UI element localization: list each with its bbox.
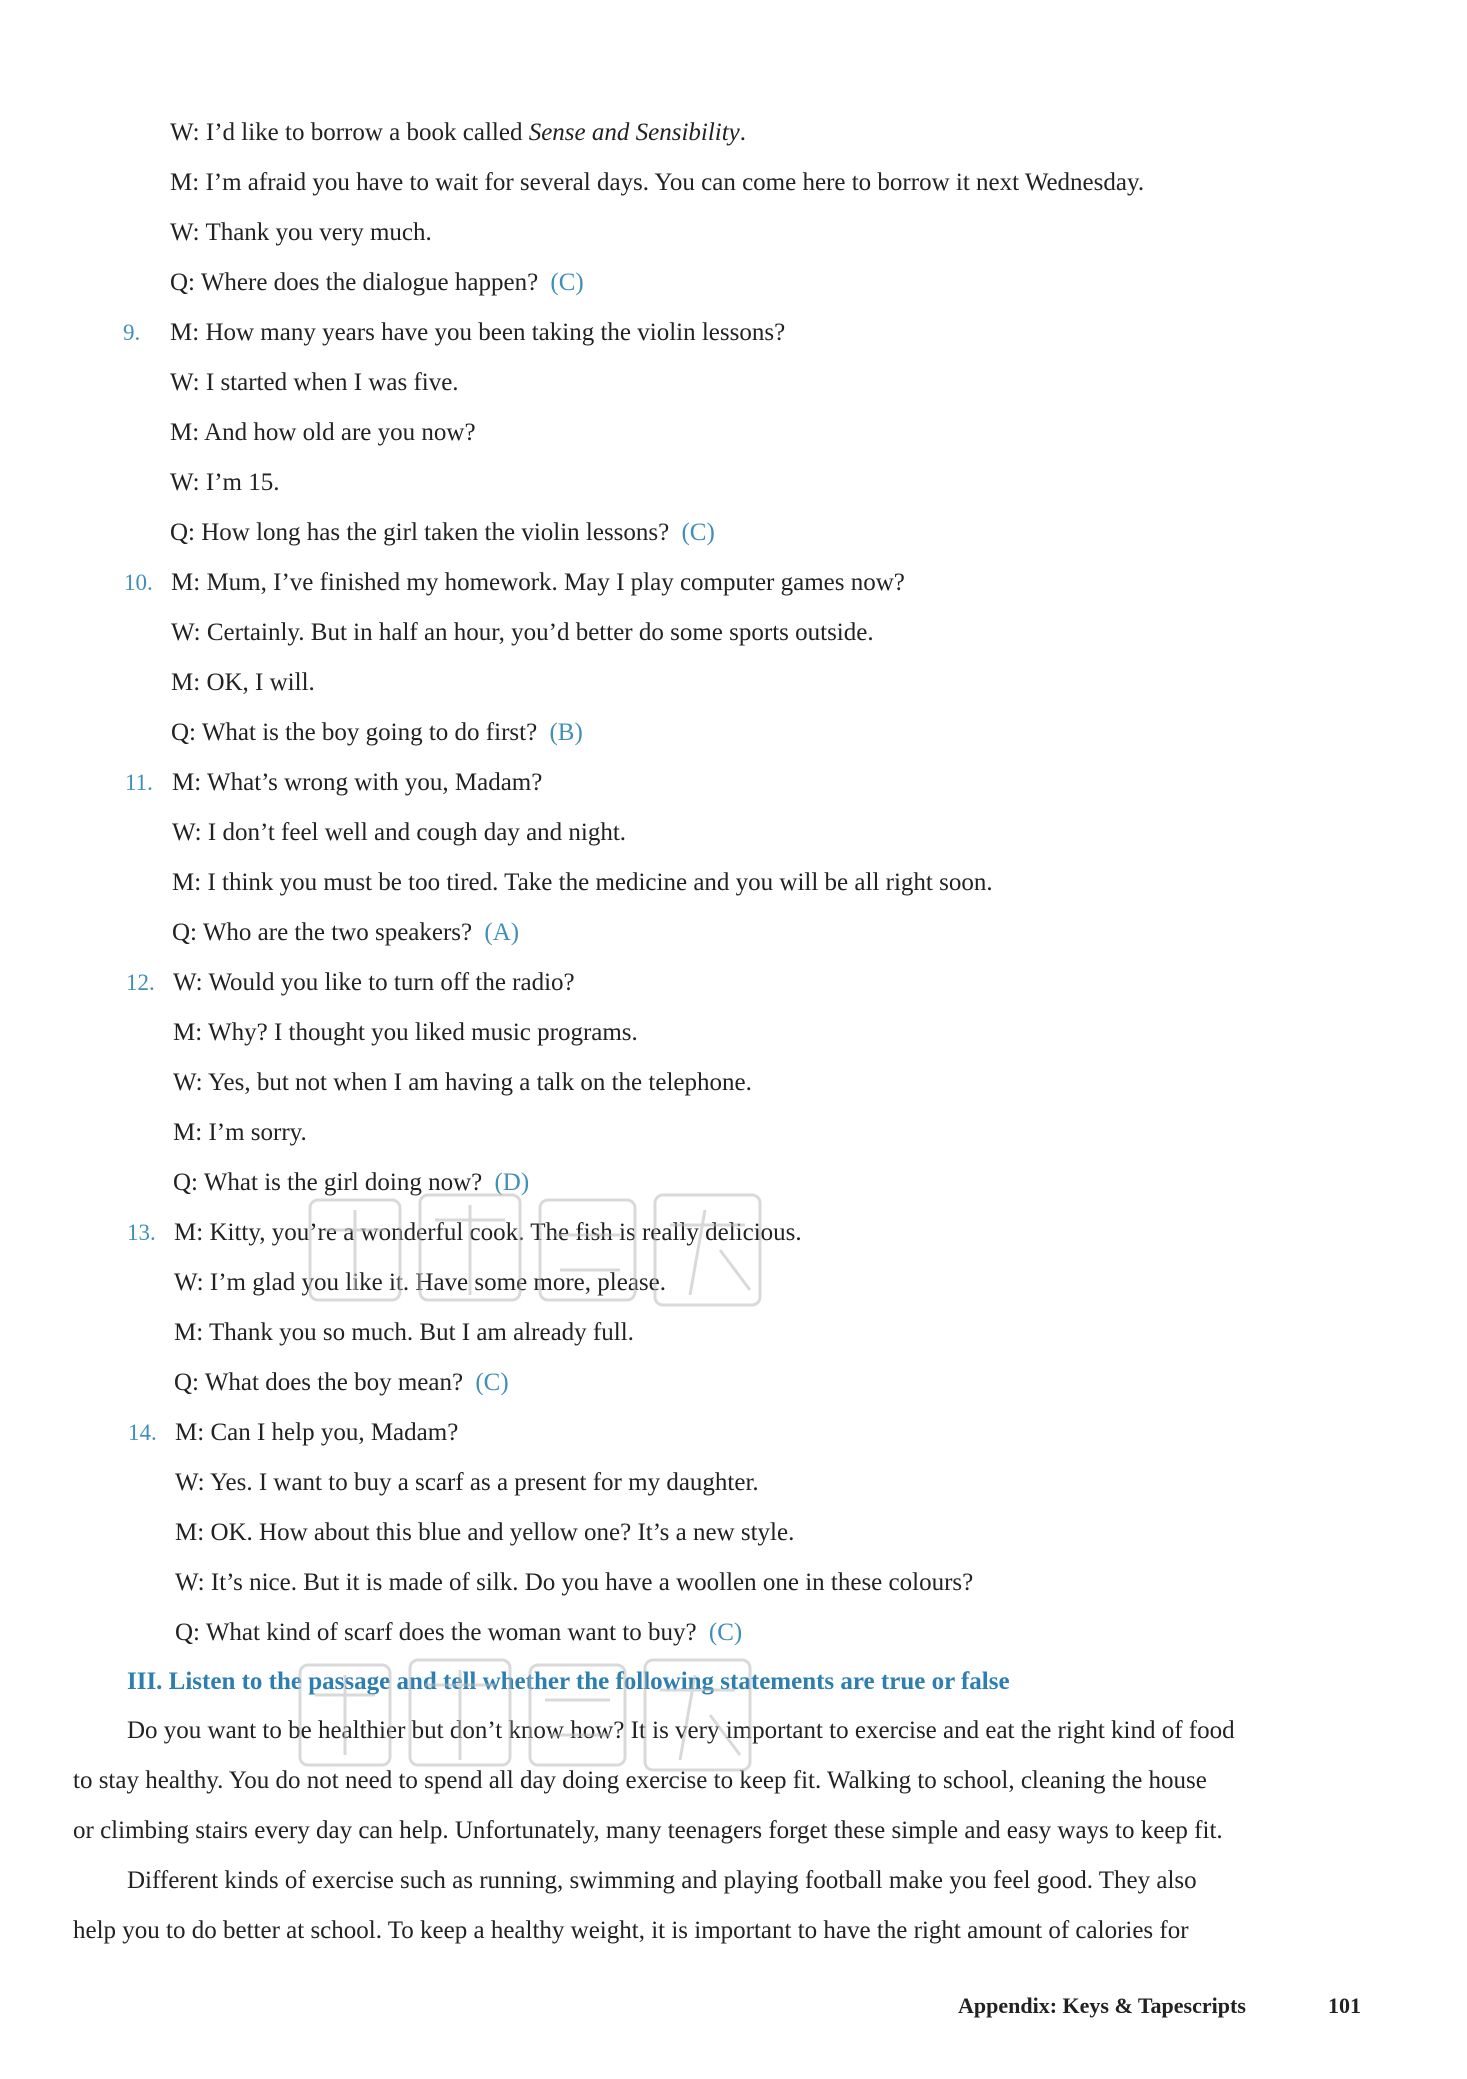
page-number: 101 <box>1328 1993 1361 2018</box>
dialogue-text: Can I help you, Madam? <box>210 1419 459 1446</box>
dialogue-text: Certainly. But in half an hour, you’d better do some sports outside. <box>206 619 874 646</box>
speaker-label: M: <box>170 169 200 196</box>
speaker-label: Q: <box>170 269 195 296</box>
item-number: 12. <box>126 970 155 995</box>
speaker-label: M: <box>175 1519 205 1546</box>
speaker-label: W: <box>171 619 201 646</box>
passage-line: Different kinds of exercise such as running, swimming and playing football make you feel good. They also <box>127 1867 1197 1894</box>
dialogue-line <box>172 768 542 798</box>
section-heading: III. Listen to the passage and tell whether the following statements are true or false <box>127 1668 1010 1695</box>
dialogue-line <box>170 118 746 148</box>
speaker-label: M: <box>170 419 200 446</box>
item-number: 9. <box>123 320 141 345</box>
item-number: 13. <box>127 1220 156 1245</box>
speaker-label: M: <box>172 769 202 796</box>
dialogue-text: Thank you so much. But I am already full. <box>209 1319 634 1346</box>
question-line <box>172 918 519 948</box>
dialogue-line <box>173 1118 307 1148</box>
dialogue-line <box>171 618 874 648</box>
speaker-label: M: <box>170 319 200 346</box>
dialogue-text: It’s nice. But it is made of silk. Do you have a woollen one in these colours? <box>210 1569 974 1596</box>
item-number: 14. <box>128 1420 157 1445</box>
speaker-label: M: <box>173 1019 203 1046</box>
speaker-label: W: <box>170 219 200 246</box>
dialogue-text: Yes, but not when I am having a talk on the telephone. <box>207 1069 752 1096</box>
dialogue-text: Kitty, you’re a wonderful cook. The fish is really delicious. <box>209 1219 802 1246</box>
dialogue-line <box>175 1568 973 1598</box>
answer-key: (C) <box>550 269 584 296</box>
speaker-label: Q: <box>173 1169 198 1196</box>
dialogue-text: And how old are you now? <box>204 419 476 446</box>
dialogue-text: I’m sorry. <box>208 1119 307 1146</box>
dialogue-line <box>175 1468 759 1498</box>
dialogue-text: I’m 15. <box>205 469 280 496</box>
speaker-label: M: <box>174 1219 204 1246</box>
speaker-label: W: <box>172 819 202 846</box>
dialogue-text: What’s wrong with you, Madam? <box>207 769 543 796</box>
dialogue-text: I don’t feel well and cough day and night. <box>207 819 627 846</box>
question-line <box>174 1368 509 1398</box>
dialogue-line <box>173 968 575 998</box>
speaker-label: Q: <box>172 919 197 946</box>
question-text: How long has the girl taken the violin lessons? <box>201 519 670 546</box>
dialogue-line <box>170 418 476 448</box>
dialogue-text: Mum, I’ve finished my homework. May I play computer games now? <box>206 569 905 596</box>
dialogue-text: OK. How about this blue and yellow one? It’s a new style. <box>210 1519 795 1546</box>
dialogue-line <box>174 1318 634 1348</box>
dialogue-text: Thank you very much. <box>205 219 432 246</box>
dialogue-line <box>170 368 459 398</box>
speaker-label: W: <box>173 969 203 996</box>
dialogue-line <box>171 568 905 598</box>
dialogue-line <box>175 1418 458 1448</box>
footer-label: Appendix: Keys & Tapescripts <box>958 1993 1246 2018</box>
dialogue-line <box>175 1518 794 1548</box>
speaker-label: M: <box>173 1119 203 1146</box>
passage-line: to stay healthy. You do not need to spend all day doing exercise to keep fit. Walking to school, cleaning the house <box>73 1767 1207 1794</box>
speaker-label: W: <box>175 1469 205 1496</box>
dialogue-text: I’m afraid you have to wait for several days. You can come here to borrow it next Wednesday. <box>205 169 1145 196</box>
speaker-label: W: <box>173 1069 203 1096</box>
speaker-label: W: <box>174 1269 204 1296</box>
answer-key: (C) <box>708 1619 743 1646</box>
dialogue-text: I started when I was five. <box>205 369 459 396</box>
dialogue-text: I’m glad you like it. Have some more, please. <box>209 1269 666 1296</box>
speaker-label: Q: <box>171 719 196 746</box>
speaker-label: M: <box>174 1319 204 1346</box>
speaker-label: W: <box>170 119 200 146</box>
dialogue-line <box>174 1268 666 1298</box>
dialogue-text: Why? I thought you liked music programs. <box>208 1019 638 1046</box>
speaker-label: Q: <box>175 1619 200 1646</box>
speaker-label: Q: <box>174 1369 199 1396</box>
dialogue-line <box>174 1218 802 1248</box>
dialogue-text: I’d like to borrow a book called <box>205 119 529 146</box>
dialogue-line <box>170 168 1144 198</box>
dialogue-line <box>172 818 626 848</box>
answer-key: (D) <box>494 1169 530 1196</box>
speaker-label: M: <box>171 569 201 596</box>
dialogue-text: I think you must be too tired. Take the medicine and you will be all right soon. <box>207 869 993 896</box>
dialogue-line <box>172 868 993 898</box>
answer-key: (C) <box>681 519 715 546</box>
item-number: 10. <box>124 570 153 595</box>
speaker-label: W: <box>170 369 200 396</box>
speaker-label: M: <box>172 869 202 896</box>
question-text: Where does the dialogue happen? <box>200 269 539 296</box>
passage-line: help you to do better at school. To keep a healthy weight, it is important to have the right amount of calories for <box>73 1917 1189 1944</box>
question-text: What kind of scarf does the woman want to buy? <box>205 1619 697 1646</box>
passage-line: Do you want to be healthier but don’t know how? It is very important to exercise and eat the right kind of food <box>127 1717 1235 1744</box>
speaker-label: W: <box>175 1569 205 1596</box>
speaker-label: M: <box>171 669 201 696</box>
speaker-label: W: <box>170 469 200 496</box>
dialogue-line <box>173 1068 752 1098</box>
dialogue-text: Yes. I want to buy a scarf as a present for my daughter. <box>209 1469 759 1496</box>
answer-key: (B) <box>549 719 583 746</box>
question-line <box>171 718 583 748</box>
question-text: Who are the two speakers? <box>202 919 473 946</box>
book-title: Sense and Sensibility <box>528 119 740 146</box>
dialogue-line <box>170 468 279 498</box>
dialogue-text: OK, I will. <box>206 669 315 696</box>
question-text: What is the boy going to do first? <box>201 719 538 746</box>
dialogue-text: How many years have you been taking the violin lessons? <box>205 319 786 346</box>
dialogue-line <box>173 1018 638 1048</box>
punctuation: . <box>739 119 747 146</box>
question-text: What does the boy mean? <box>204 1369 464 1396</box>
dialogue-line <box>170 218 432 248</box>
question-line <box>173 1168 529 1198</box>
passage-line: or climbing stairs every day can help. Unfortunately, many teenagers forget these simple and easy ways to keep fit. <box>73 1817 1223 1844</box>
dialogue-line <box>170 318 785 348</box>
question-text: What is the girl doing now? <box>203 1169 483 1196</box>
answer-key: (C) <box>475 1369 509 1396</box>
question-line <box>170 518 715 548</box>
dialogue-text: Would you like to turn off the radio? <box>208 969 575 996</box>
speaker-label: Q: <box>170 519 195 546</box>
dialogue-line <box>171 668 315 698</box>
answer-key: (A) <box>484 919 520 946</box>
speaker-label: M: <box>175 1419 205 1446</box>
question-line <box>170 268 584 298</box>
watermark-icon <box>290 1180 790 1320</box>
item-number: 11. <box>125 770 153 795</box>
question-line <box>175 1618 742 1648</box>
